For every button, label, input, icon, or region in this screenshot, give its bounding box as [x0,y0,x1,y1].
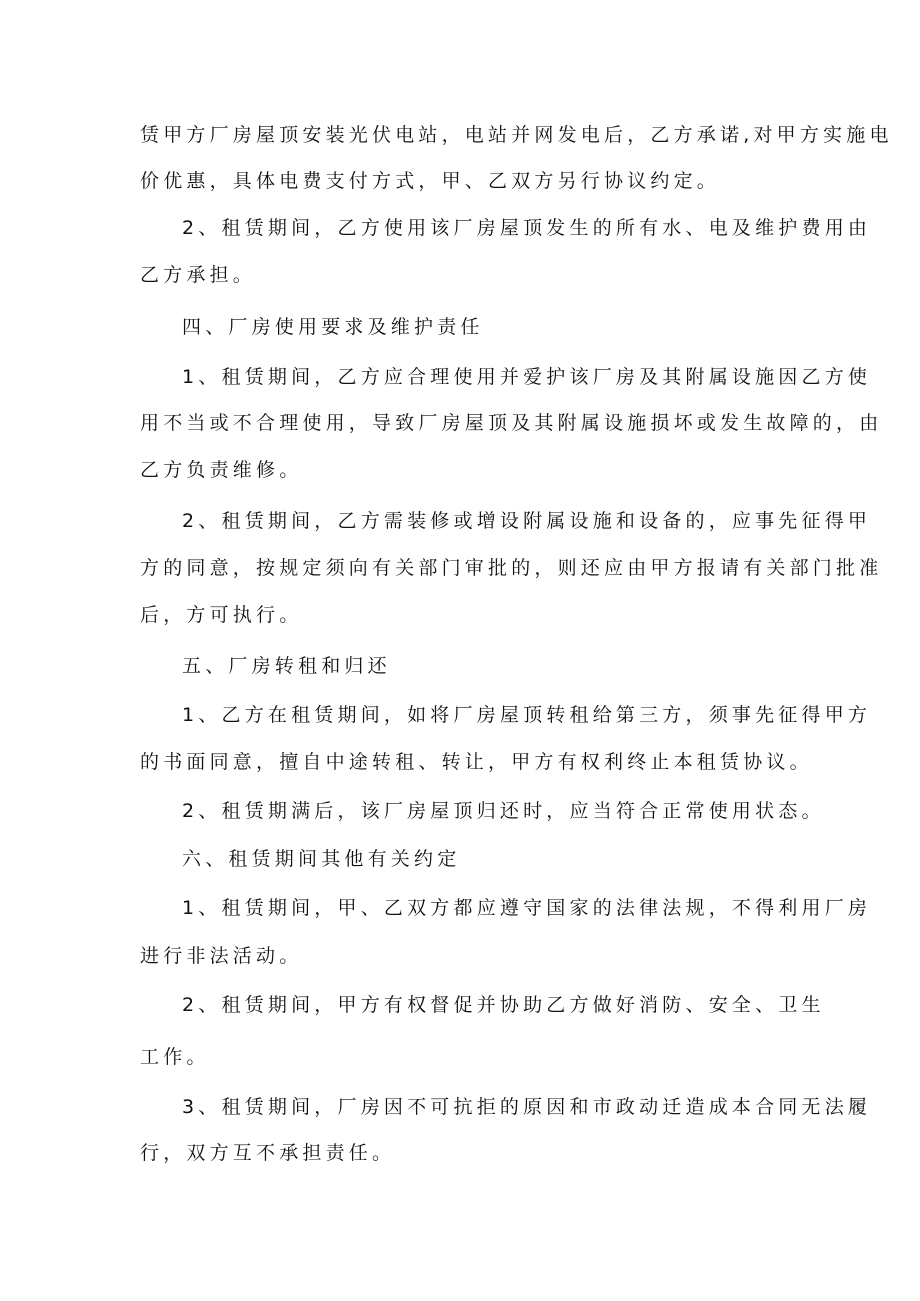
text-line: 用不当或不合理使用，导致厂房屋顶及其附属设施损坏或发生故障的，由 [140,412,883,434]
text-line: 2、租赁期间，乙方需装修或增设附属设施和设备的，应事先征得甲 [182,510,872,532]
section-heading: 四、厂房使用要求及维护责任 [182,316,484,338]
text-line: 工作。 [140,1046,210,1068]
text-line: 后，方可执行。 [140,604,303,626]
section-heading: 五、厂房转租和归还 [182,655,391,677]
text-line: 方的同意，按规定须向有关部门审批的，则还应由甲方报请有关部门批准 [140,557,883,579]
text-line: 2、租赁期间，乙方使用该厂房屋顶发生的所有水、电及维护费用由 [182,217,872,239]
text-line: 2、租赁期满后，该厂房屋顶归还时，应当符合正常使用状态。 [182,800,825,822]
text-line: 1、租赁期间，乙方应合理使用并爱护该厂房及其附属设施因乙方使 [182,366,872,388]
text-line: 赁甲方厂房屋顶安装光伏电站，电站并网发电后，乙方承诺,对甲方实施电 [140,124,893,146]
text-line: 进行非法活动。 [140,945,303,967]
text-line: 1、乙方在租赁期间，如将厂房屋顶转租给第三方，须事先征得甲方 [182,704,872,726]
section-heading: 六、租赁期间其他有关约定 [182,848,461,870]
text-line: 3、租赁期间，厂房因不可抗拒的原因和市政动迁造成本合同无法履 [182,1096,872,1118]
text-line: 乙方负责维修。 [140,459,303,481]
text-line: 的书面同意，擅自中途转租、转让，甲方有权利终止本租赁协议。 [140,751,813,773]
text-line: 乙方承担。 [140,264,257,286]
text-line: 2、租赁期间，甲方有权督促并协助乙方做好消防、安全、卫生 [182,994,825,1016]
text-line: 价优惠，具体电费支付方式，甲、乙双方另行协议约定。 [140,170,721,192]
text-line: 行，双方互不承担责任。 [140,1142,396,1164]
text-line: 1、租赁期间，甲、乙双方都应遵守国家的法律法规，不得利用厂房 [182,897,872,919]
